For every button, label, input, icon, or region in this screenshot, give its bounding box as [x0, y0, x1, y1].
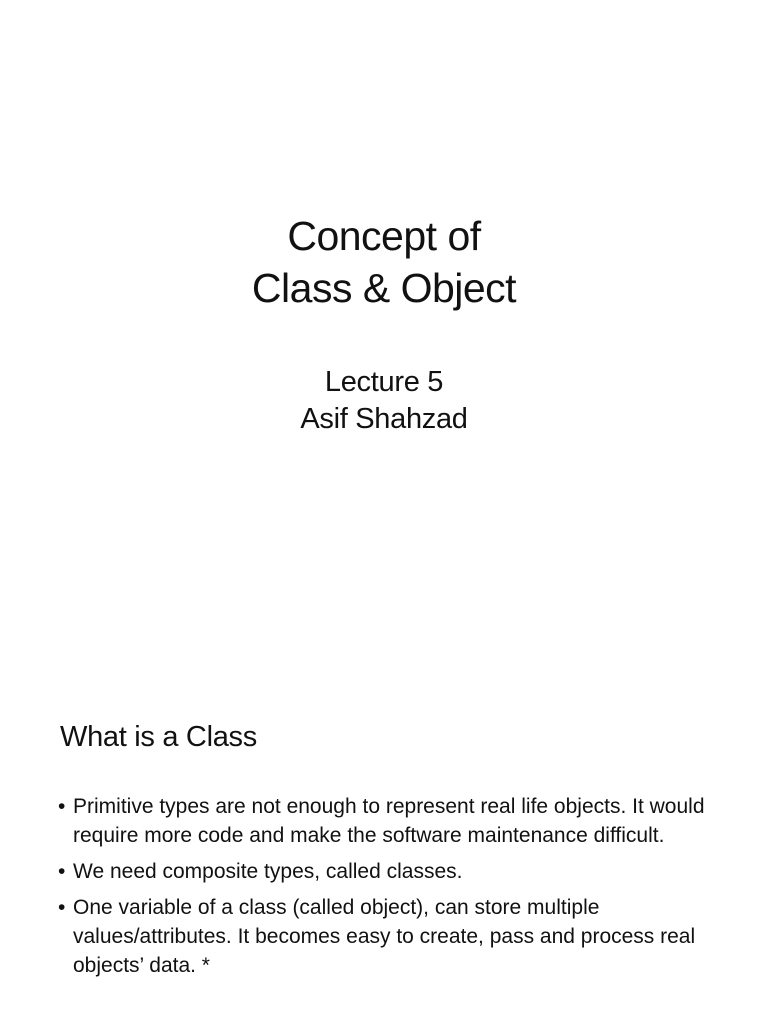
lecture-number: Lecture 5 [324, 366, 444, 398]
section-heading: What is a Class [60, 721, 257, 753]
slide-title [0, 210, 768, 314]
title-line-2: Class & Object [251, 265, 517, 311]
bullet-marker: • [58, 795, 66, 818]
bullet-text: We need composite types, called classes. [73, 860, 463, 883]
bullet-item [58, 857, 708, 886]
slide-subtitle [0, 364, 768, 438]
bullet-text: Primitive types are not enough to represent real life objects. It would require more code and make the software maintenance difficult. [73, 795, 705, 847]
bullet-marker: • [58, 896, 66, 919]
bullet-text: One variable of a class (called object), can store multiple values/attributes. It becomes easy to create, pass and process real objects’ data. * [73, 896, 696, 977]
content-slide [0, 684, 768, 1024]
bullet-item [58, 893, 708, 980]
author-name: Asif Shahzad [300, 403, 468, 435]
title-line-1: Concept of [287, 213, 481, 259]
bullet-marker: • [58, 860, 66, 883]
bullet-list [58, 792, 708, 987]
bullet-item [58, 792, 708, 850]
